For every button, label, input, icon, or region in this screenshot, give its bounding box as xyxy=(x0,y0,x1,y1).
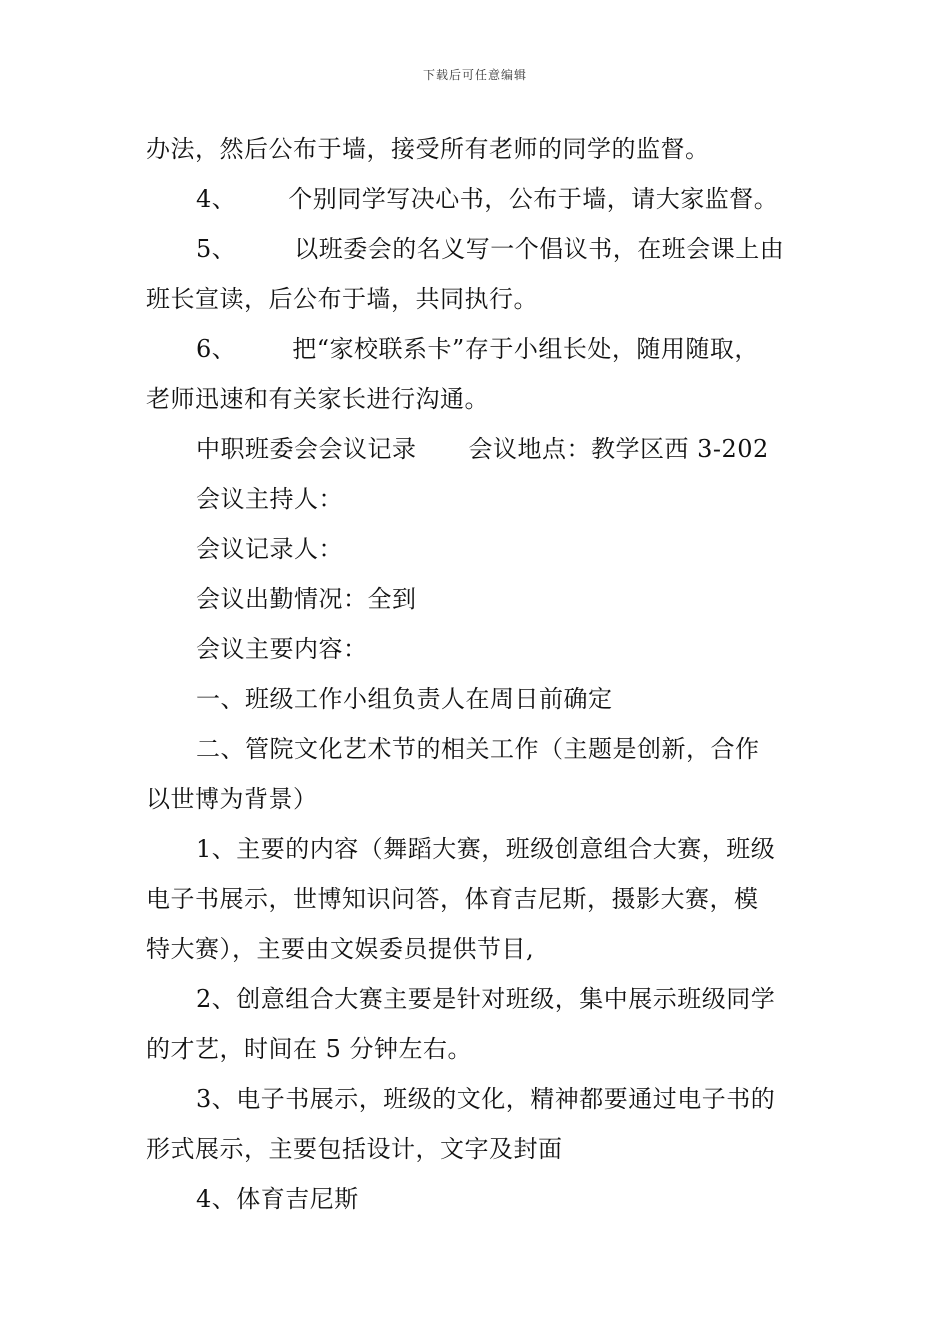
meeting-location: 会议地点：教学区西 3-202 xyxy=(468,435,769,463)
list-number: 5、 xyxy=(196,235,237,263)
list-number: 6、 xyxy=(196,335,237,363)
body-line: 二、管院文化艺术节的相关工作（主题是创新，合作 xyxy=(196,735,760,763)
list-item xyxy=(196,184,778,214)
list-number: 4、 xyxy=(196,185,237,213)
meeting-attendance: 会议出勤情况：全到 xyxy=(196,585,417,613)
meeting-title: 中职班委会会议记录 xyxy=(196,435,417,463)
body-line: 特大赛），主要由文娱委员提供节目, xyxy=(146,935,535,963)
list-text: 个别同学写决心书，公布于墙，请大家监督。 xyxy=(288,185,779,213)
body-line: 以世博为背景） xyxy=(146,785,318,813)
body-line: 3、电子书展示，班级的文化，精神都要通过电子书的 xyxy=(196,1085,776,1113)
meeting-recorder: 会议记录人： xyxy=(196,535,343,563)
body-line: 2、创意组合大赛主要是针对班级，集中展示班级同学 xyxy=(196,985,776,1013)
body-line: 4、体育吉尼斯 xyxy=(196,1185,359,1213)
body-line: 老师迅速和有关家长进行沟通。 xyxy=(146,385,489,413)
meeting-content-heading: 会议主要内容： xyxy=(196,635,368,663)
list-text: 以班委会的名义写一个倡议书，在班会课上由 xyxy=(294,235,785,263)
body-line: 形式展示，主要包括设计，文字及封面 xyxy=(146,1135,563,1163)
list-item xyxy=(196,234,784,264)
body-line: 的才艺，时间在 5 分钟左右。 xyxy=(146,1035,473,1063)
body-line: 1、主要的内容（舞蹈大赛，班级创意组合大赛，班级 xyxy=(196,835,776,863)
list-text: 把“家校联系卡”存于小组长处，随用随取， xyxy=(292,335,759,363)
body-line: 办法，然后公布于墙，接受所有老师的同学的监督。 xyxy=(146,135,710,163)
body-line: 班长宣读，后公布于墙，共同执行。 xyxy=(146,285,538,313)
meeting-title-line xyxy=(196,434,769,464)
list-item xyxy=(196,334,759,364)
body-line: 一、班级工作小组负责人在周日前确定 xyxy=(196,685,613,713)
meeting-host: 会议主持人： xyxy=(196,485,343,513)
page-header: 下载后可任意编辑 xyxy=(422,68,527,82)
body-line: 电子书展示，世博知识问答，体育吉尼斯，摄影大赛，模 xyxy=(146,885,759,913)
